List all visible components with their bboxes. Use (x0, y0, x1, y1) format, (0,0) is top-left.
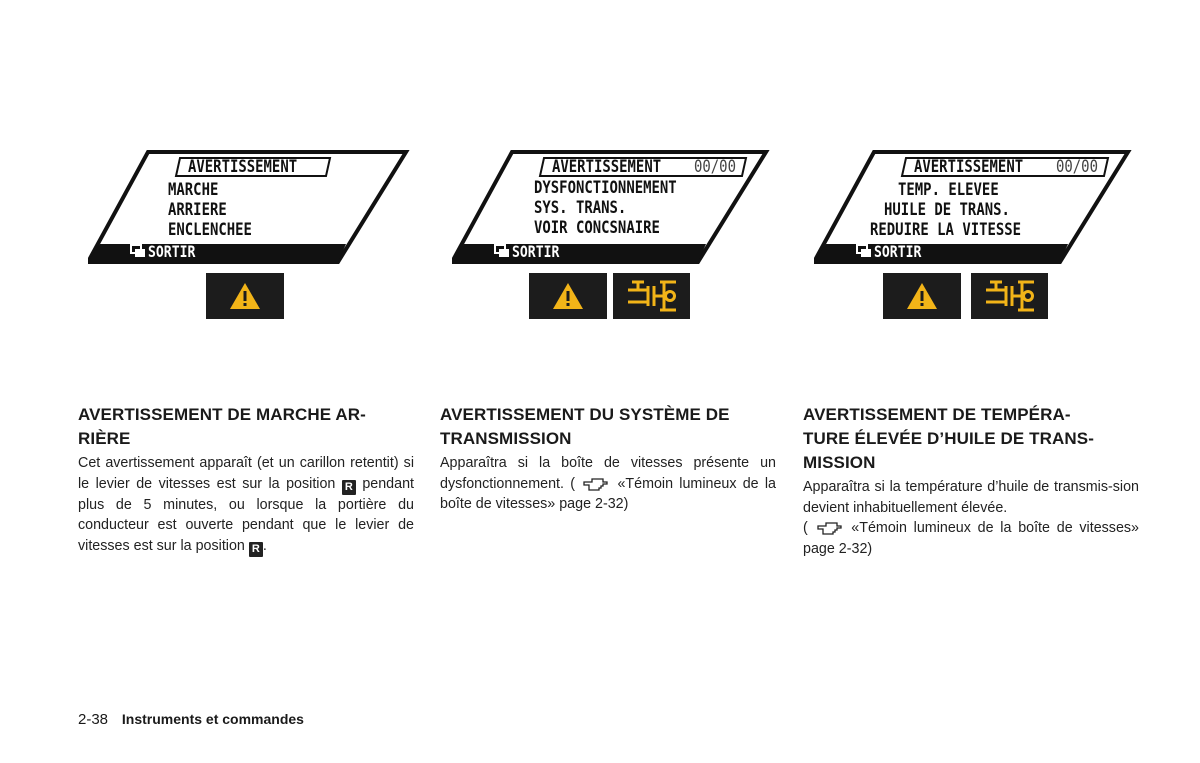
warning-display-figure-2 (452, 150, 782, 325)
page-footer (78, 711, 304, 728)
exit-arrow-icon (856, 244, 872, 258)
display-title: AVERTISSEMENT (552, 157, 662, 177)
body-text-2: pendant plus de 5 minutes, ou lorsque la portière du conducteur est ouverte pendant que le levier de vitesses est sur la position (78, 475, 414, 554)
heading-line-2: TRANSMISSION (440, 429, 572, 448)
pointing-hand-reference-icon (817, 519, 843, 535)
page-number: 2-38 (78, 711, 109, 728)
display-line-3: REDUIRE LA VITESSE (870, 220, 1022, 240)
section-body (440, 453, 776, 515)
display-line-2: ARRIERE (168, 200, 227, 220)
section-heading (440, 403, 776, 451)
body-text-3: «Témoin lumineux de la boîte de vitesses» page 2-32) (803, 520, 1139, 557)
heading-line-2: RIÈRE (78, 429, 131, 448)
warning-display-figure-3 (814, 150, 1144, 325)
body-text-1: Cet avertissement apparaît (et un carillon retentit) si le levier de vitesses est sur la position (78, 455, 414, 492)
exit-arrow-icon (130, 244, 146, 258)
section-heading (803, 403, 1139, 475)
section-transmission-warning (440, 403, 776, 515)
body-text-1: Apparaîtra si la boîte de vitesses présente un dysfonctionnement. ( (440, 455, 776, 492)
transmission-icon (982, 278, 1038, 314)
body-text-3: . (262, 537, 267, 554)
display-line-2: HUILE DE TRANS. (884, 200, 1010, 220)
display-line-3: ENCLENCHEE (168, 220, 252, 240)
warning-triangle-icon (228, 281, 262, 311)
display-title: AVERTISSEMENT (914, 157, 1024, 177)
section-reverse-warning (78, 403, 414, 557)
display-line-3: VOIR CONCSNAIRE (534, 218, 660, 238)
display-counter: 00/00 (694, 157, 736, 177)
gear-position-r-icon: R (342, 480, 356, 495)
display-counter: 00/00 (1056, 157, 1098, 177)
footer-chapter-title: Instruments et commandes (121, 711, 304, 727)
gear-position-r-icon: R (249, 542, 263, 557)
body-text-2: «Témoin lumineux de la boîte de vitesses» page 2-32) (440, 475, 776, 513)
warning-triangle-icon (551, 281, 585, 311)
display-title: AVERTISSEMENT (188, 157, 298, 177)
exit-arrow-icon (494, 244, 510, 258)
display-line-1: TEMP. ELEVEE (898, 180, 999, 200)
warning-lamp (529, 273, 607, 319)
heading-line-2: TURE ÉLEVÉE D’HUILE DE TRANS- (803, 429, 1094, 448)
display-line-1: MARCHE (168, 180, 219, 200)
heading-line-1: AVERTISSEMENT DE MARCHE AR- (78, 405, 366, 424)
display-exit-label: SORTIR (874, 242, 922, 261)
section-body (803, 477, 1139, 559)
pointing-hand-reference-icon (583, 475, 609, 491)
body-text-2: ( (803, 520, 808, 537)
warning-display-figure-1 (88, 150, 418, 325)
section-oil-temperature-warning (803, 403, 1139, 559)
display-exit-label: SORTIR (148, 242, 196, 261)
warning-triangle-icon (905, 281, 939, 311)
heading-line-1: AVERTISSEMENT DE TEMPÉRA- (803, 405, 1071, 424)
transmission-lamp (613, 273, 690, 319)
section-heading (78, 403, 414, 451)
transmission-lamp (971, 273, 1048, 319)
transmission-icon (624, 278, 680, 314)
warning-lamp (206, 273, 284, 319)
body-text-1: Apparaîtra si la température d’huile de transmis-sion devient inhabituellement élevée. (803, 479, 1139, 516)
display-line-1: DYSFONCTIONNEMENT (534, 178, 677, 198)
display-exit-label: SORTIR (512, 242, 560, 261)
section-body (78, 453, 414, 557)
heading-line-1: AVERTISSEMENT DU SYSTÈME DE (440, 405, 730, 424)
heading-line-3: MISSION (803, 453, 876, 472)
warning-lamp (883, 273, 961, 319)
display-line-2: SYS. TRANS. (534, 198, 627, 218)
